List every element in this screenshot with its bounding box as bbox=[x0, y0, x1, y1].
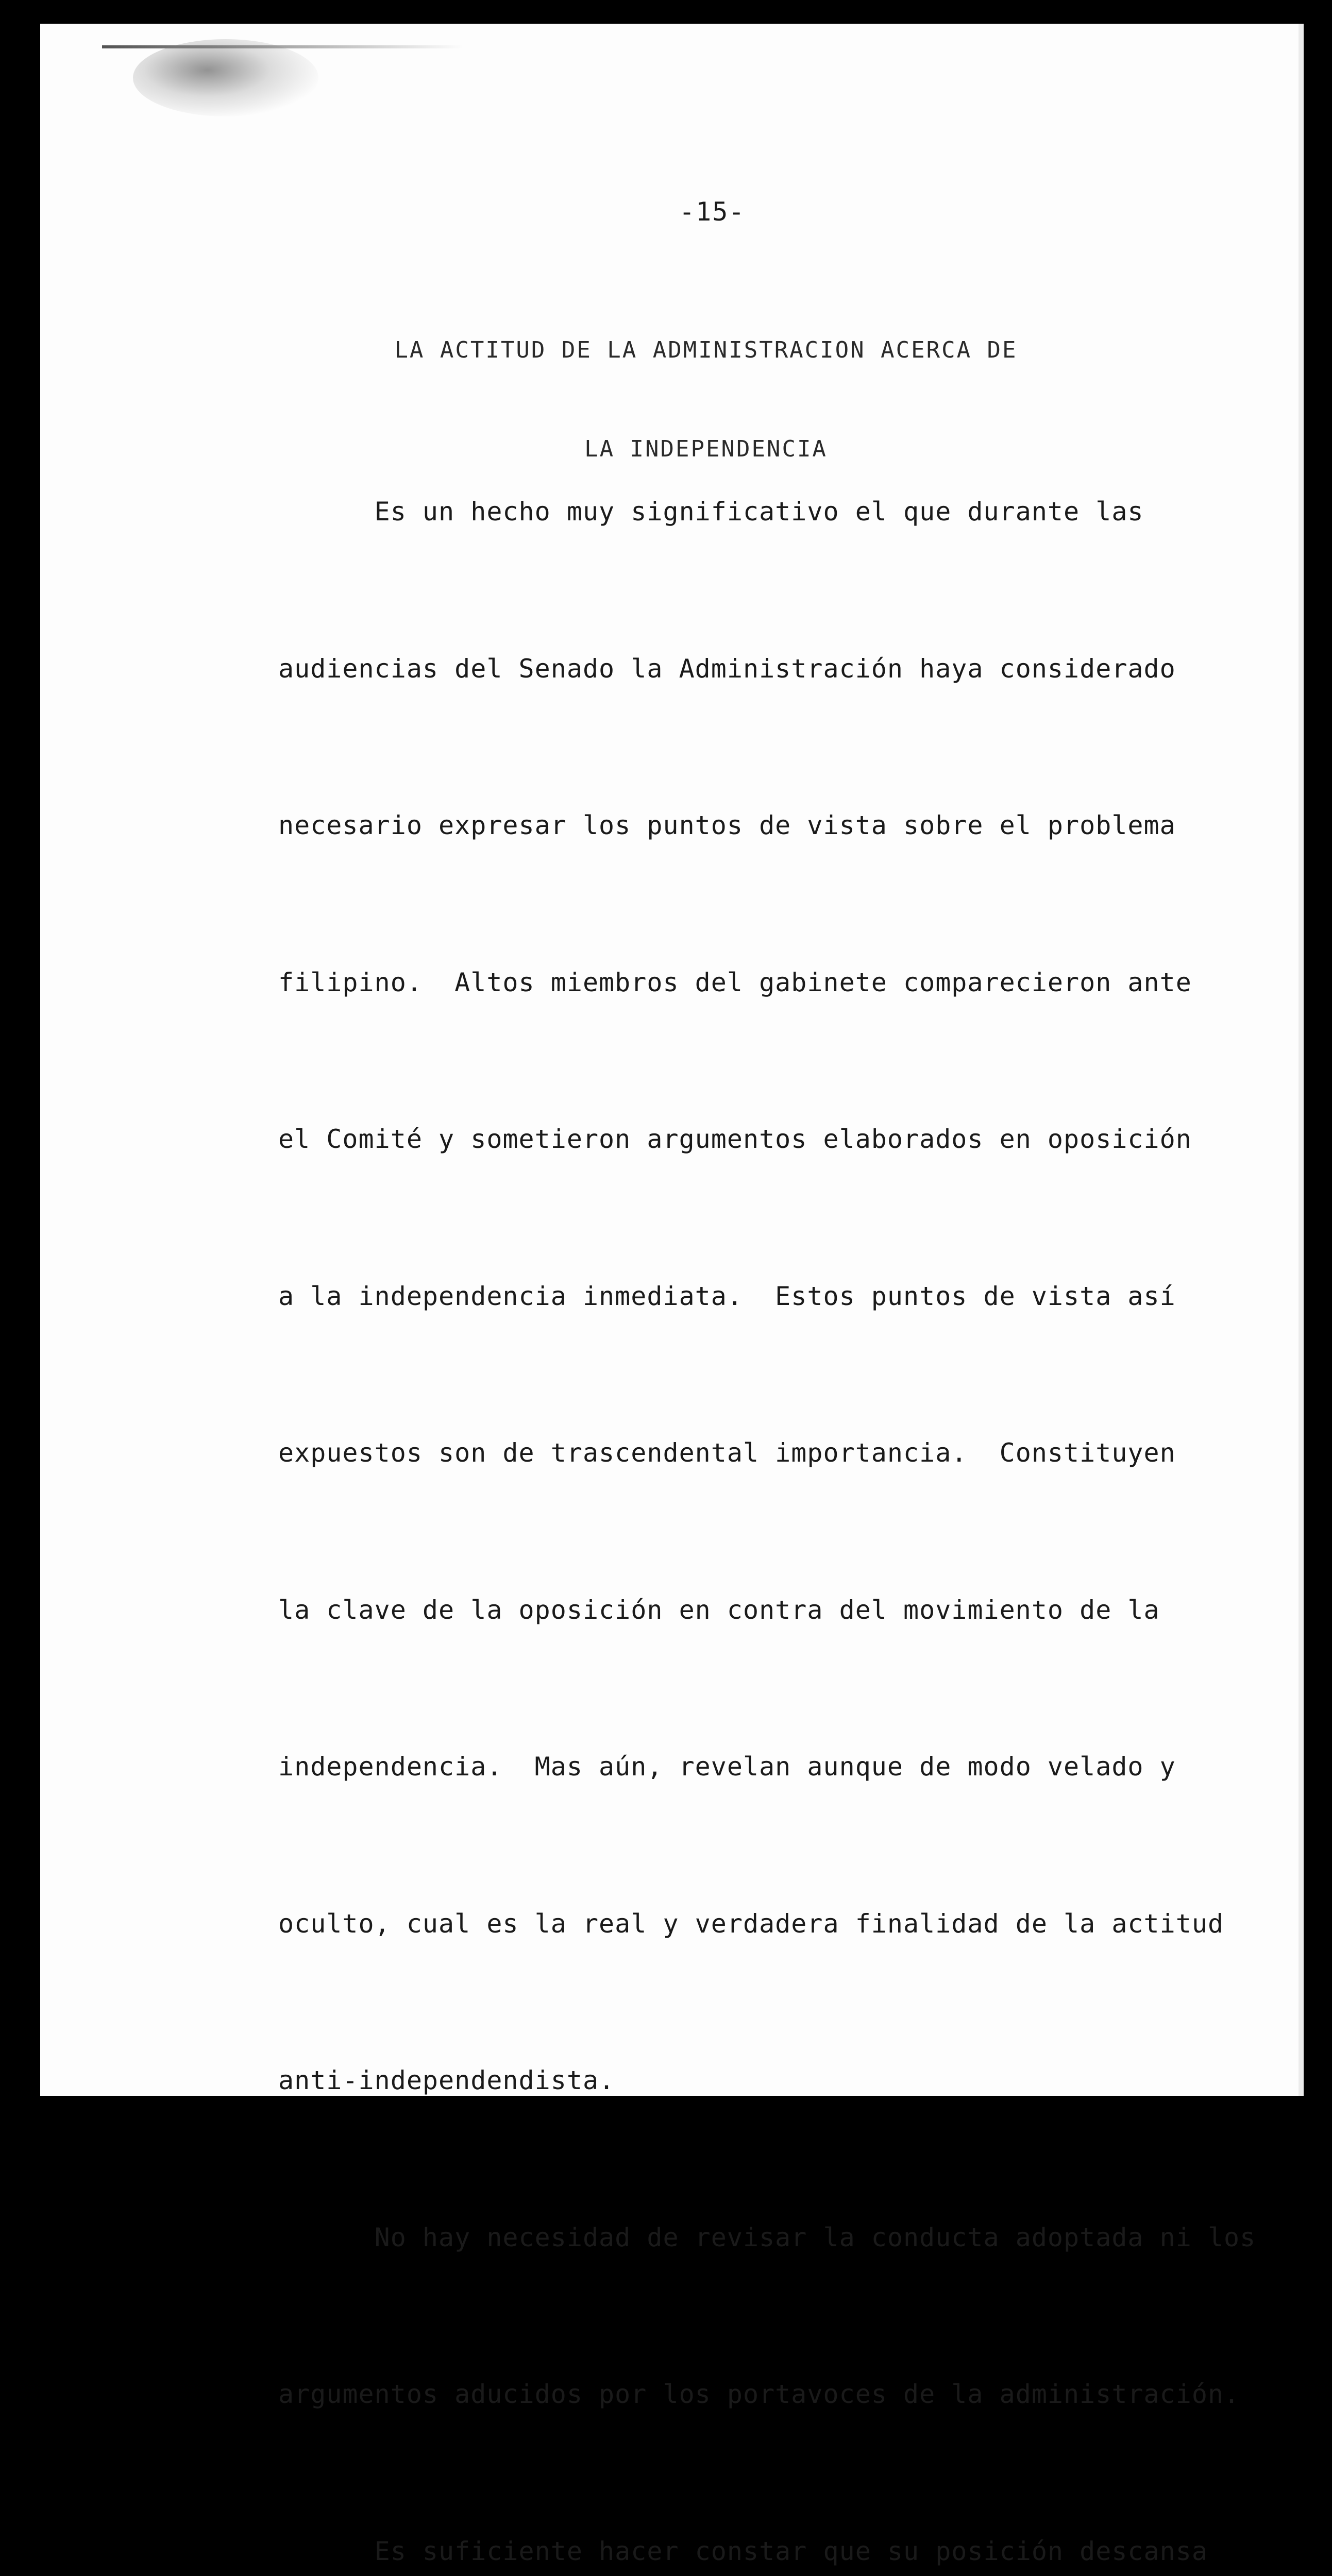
body-text bbox=[278, 381, 1226, 2576]
body-line: necesario expresar los puntos de vista sobre el problema bbox=[278, 800, 1226, 852]
body-line: filipino. Altos miembros del gabinete comparecieron ante bbox=[278, 957, 1226, 1009]
body-line: argumentos aducidos por los portavoces de la administración. bbox=[278, 2368, 1226, 2421]
body-line: Es suficiente hacer constar que su posición descansa bbox=[278, 2526, 1226, 2576]
body-line: audiencias del Senado la Administración haya considerado bbox=[278, 643, 1226, 696]
body-line: la clave de la oposición en contra del movimiento de la bbox=[278, 1584, 1226, 1637]
body-line: el Comité y sometieron argumentos elaborados en oposición bbox=[278, 1113, 1226, 1166]
title-line: LA INDEPENDENCIA bbox=[371, 433, 1041, 466]
body-line: anti-independendista. bbox=[278, 2055, 1226, 2107]
body-line: Es un hecho muy significativo el que durante las bbox=[278, 486, 1226, 538]
body-line: oculto, cual es la real y verdadera finalidad de la actitud bbox=[278, 1898, 1226, 1951]
ink-smudge bbox=[133, 39, 318, 116]
title-line: LA ACTITUD DE LA ADMINISTRACION ACERCA DE bbox=[371, 334, 1041, 367]
body-line: No hay necesidad de revisar la conducta adoptada ni los bbox=[278, 2212, 1226, 2264]
body-line: a la independencia inmediata. Estos puntos de vista así bbox=[278, 1270, 1226, 1323]
body-line: expuestos son de trascendental importancia. Constituyen bbox=[278, 1427, 1226, 1480]
body-line: independencia. Mas aún, revelan aunque de modo velado y bbox=[278, 1741, 1226, 1793]
page-number: -15- bbox=[679, 197, 745, 227]
